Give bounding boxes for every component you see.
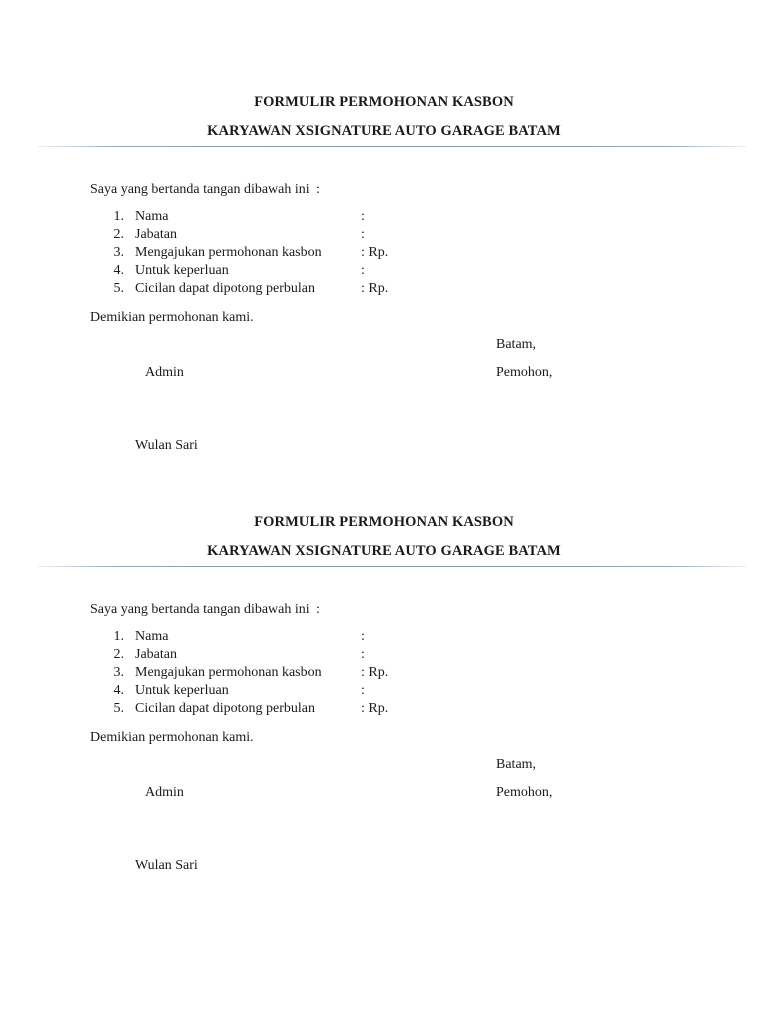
item-number: 3. bbox=[113, 665, 124, 680]
intro-text: Saya yang bertanda tangan dibawah ini bbox=[90, 602, 310, 617]
item-value-cicilan: : Rp. bbox=[361, 701, 389, 716]
item-number: 2. bbox=[113, 647, 124, 662]
admin-label: Admin bbox=[145, 365, 184, 380]
item-label-jabatan: Jabatan bbox=[135, 647, 177, 662]
item-number: 3. bbox=[113, 245, 124, 260]
kasbon-form-1 bbox=[0, 0, 768, 453]
place-date: Batam, bbox=[496, 757, 537, 772]
item-number: 1. bbox=[113, 209, 124, 224]
form-subtitle: KARYAWAN XSIGNATURE AUTO GARAGE BATAM bbox=[207, 123, 561, 139]
form-subtitle: KARYAWAN XSIGNATURE AUTO GARAGE BATAM bbox=[207, 543, 561, 559]
item-label-nama: Nama bbox=[135, 209, 169, 224]
item-value-nama: : bbox=[361, 629, 365, 644]
item-label-kasbon: Mengajukan permohonan kasbon bbox=[135, 245, 322, 260]
item-label-cicilan: Cicilan dapat dipotong perbulan bbox=[135, 701, 316, 716]
item-number: 4. bbox=[113, 683, 124, 698]
intro-text: Saya yang bertanda tangan dibawah ini bbox=[90, 182, 310, 197]
applicant-label: Pemohon, bbox=[496, 365, 553, 380]
item-value-keperluan: : bbox=[361, 683, 365, 698]
item-number: 4. bbox=[113, 263, 124, 278]
item-value-jabatan: : bbox=[361, 647, 365, 662]
item-number: 1. bbox=[113, 629, 124, 644]
item-value-jabatan: : bbox=[361, 227, 365, 242]
header-divider bbox=[38, 566, 746, 567]
applicant-label: Pemohon, bbox=[496, 785, 553, 800]
admin-label: Admin bbox=[145, 785, 184, 800]
place-date: Batam, bbox=[496, 337, 537, 352]
item-label-nama: Nama bbox=[135, 629, 169, 644]
item-label-keperluan: Untuk keperluan bbox=[135, 263, 229, 278]
item-value-nama: : bbox=[361, 209, 365, 224]
form-title: FORMULIR PERMOHONAN KASBON bbox=[254, 514, 514, 530]
item-value-keperluan: : bbox=[361, 263, 365, 278]
item-label-keperluan: Untuk keperluan bbox=[135, 683, 229, 698]
item-number: 5. bbox=[113, 281, 124, 296]
closing-text: Demikian permohonan kami. bbox=[90, 730, 254, 745]
kasbon-form-2 bbox=[0, 420, 768, 873]
closing-text: Demikian permohonan kami. bbox=[90, 310, 254, 325]
intro-colon: : bbox=[316, 602, 320, 617]
item-value-kasbon: : Rp. bbox=[361, 245, 389, 260]
item-number: 5. bbox=[113, 701, 124, 716]
header-divider bbox=[38, 146, 746, 147]
admin-name: Wulan Sari bbox=[135, 438, 198, 453]
item-number: 2. bbox=[113, 227, 124, 242]
form-title: FORMULIR PERMOHONAN KASBON bbox=[254, 94, 514, 110]
item-label-cicilan: Cicilan dapat dipotong perbulan bbox=[135, 281, 316, 296]
intro-colon: : bbox=[316, 182, 320, 197]
item-value-cicilan: : Rp. bbox=[361, 281, 389, 296]
admin-name: Wulan Sari bbox=[135, 858, 198, 873]
item-label-kasbon: Mengajukan permohonan kasbon bbox=[135, 665, 322, 680]
item-label-jabatan: Jabatan bbox=[135, 227, 177, 242]
item-value-kasbon: : Rp. bbox=[361, 665, 389, 680]
